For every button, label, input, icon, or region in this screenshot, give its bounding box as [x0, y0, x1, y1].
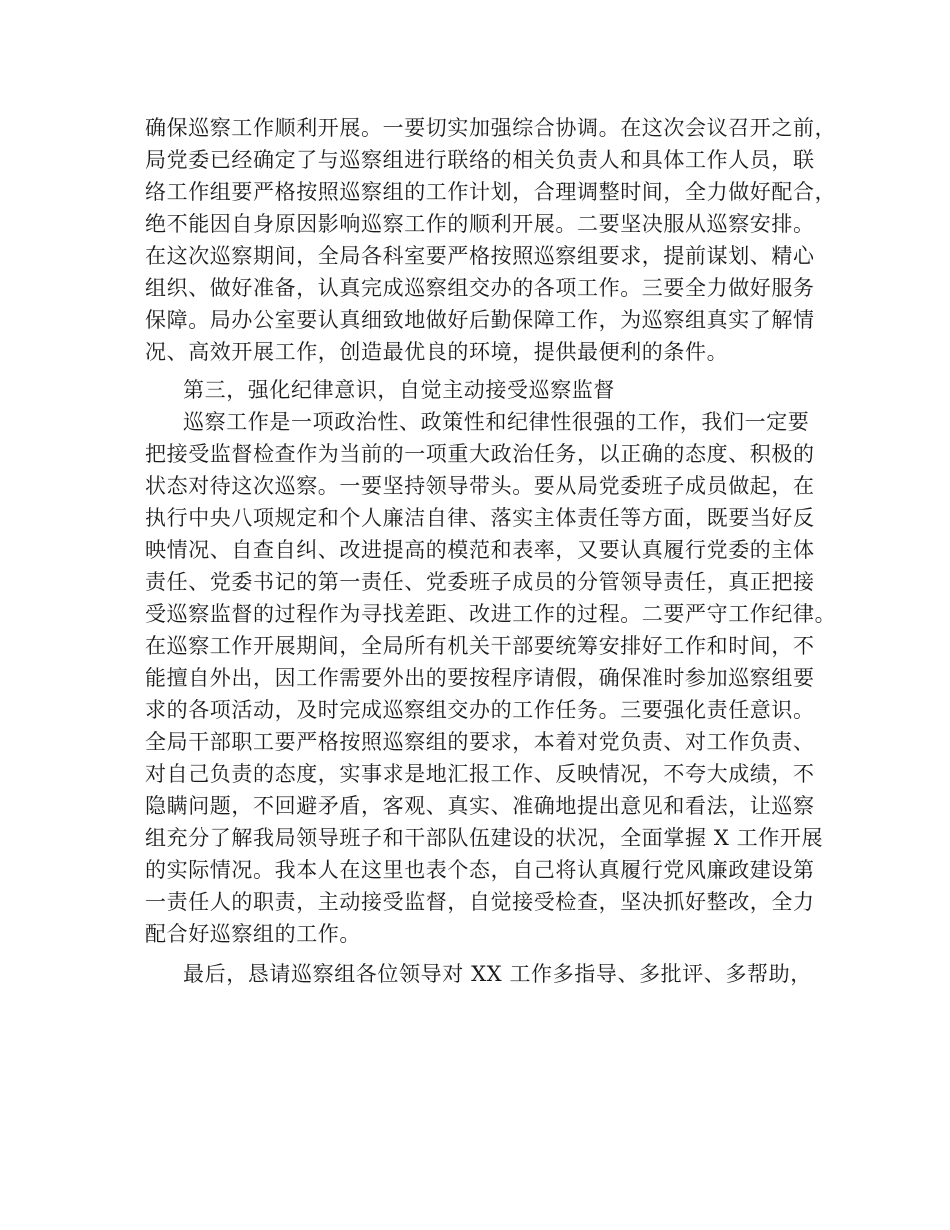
text-line: 络工作组要严格按照巡察组的工作计划，合理调整时间，全力做好配合， — [145, 180, 837, 204]
text-line: 一责任人的职责，主动接受监督，自觉接受检查，坚决抓好整改，全力 — [145, 890, 815, 914]
text-line: 隐瞒问题，不回避矛盾，客观、真实、准确地提出意见和看法，让巡察 — [145, 794, 815, 818]
text-line: 配合好巡察组的工作。 — [145, 922, 361, 946]
text-line: 求的各项活动，及时完成巡察组交办的工作任务。三要强化责任意识。 — [145, 698, 815, 722]
text-line: 能擅自外出，因工作需要外出的要按程序请假，确保准时参加巡察组要 — [145, 666, 815, 690]
text-line: 在巡察工作开展期间，全局所有机关干部要统筹安排好工作和时间，不 — [145, 634, 815, 658]
text-line: 把接受监督检查作为当前的一项重大政治任务，以正确的态度、积极的 — [145, 442, 815, 466]
document-body — [145, 112, 835, 990]
text-line: 的实际情况。我本人在这里也表个态，自己将认真履行党风廉政建设第 — [145, 858, 815, 882]
text-line: 况、高效开展工作，创造最优良的环境，提供最便利的条件。 — [145, 340, 729, 364]
text-line: 映情况、自查自纠、改进提高的模范和表率，又要认真履行党委的主体 — [145, 538, 815, 562]
text-line: 确保巡察工作顺利开展。一要切实加强综合协调。在这次会议召开之前， — [145, 116, 837, 140]
text-line: 受巡察监督的过程作为寻找差距、改进工作的过程。二要严守工作纪律。 — [145, 602, 837, 626]
text-line: 组充分了解我局领导班子和干部队伍建设的状况，全面掌握 X 工作开展 — [145, 826, 824, 850]
text-line: 在这次巡察期间，全局各科室要严格按照巡察组要求，提前谋划、精心 — [145, 244, 815, 268]
text-line: 保障。局办公室要认真细致地做好后勤保障工作，为巡察组真实了解情 — [145, 308, 815, 332]
text-line: 绝不能因自身原因影响巡察工作的顺利开展。二要坚决服从巡察安排。 — [145, 212, 815, 236]
text-line: 状态对待这次巡察。一要坚持领导带头。要从局党委班子成员做起，在 — [145, 474, 815, 498]
text-line: 对自己负责的态度，实事求是地汇报工作、反映情况，不夸大成绩，不 — [145, 762, 815, 786]
text-line: 第三，强化纪律意识，自觉主动接受巡察监督 — [183, 378, 615, 402]
text-line: 局党委已经确定了与巡察组进行联络的相关负责人和具体工作人员，联 — [145, 148, 815, 172]
text-line: 最后，恳请巡察组各位领导对 XX 工作多指导、多批评、多帮助， — [183, 962, 812, 986]
text-line: 全局干部职工要严格按照巡察组的要求，本着对党负责、对工作负责、 — [145, 730, 815, 754]
text-line: 责任、党委书记的第一责任、党委班子成员的分管领导责任，真正把接 — [145, 570, 815, 594]
text-line: 执行中央八项规定和个人廉洁自律、落实主体责任等方面，既要当好反 — [145, 506, 815, 530]
text-line: 组织、做好准备，认真完成巡察组交办的各项工作。三要全力做好服务 — [145, 276, 815, 300]
text-line: 巡察工作是一项政治性、政策性和纪律性很强的工作，我们一定要 — [183, 410, 810, 434]
